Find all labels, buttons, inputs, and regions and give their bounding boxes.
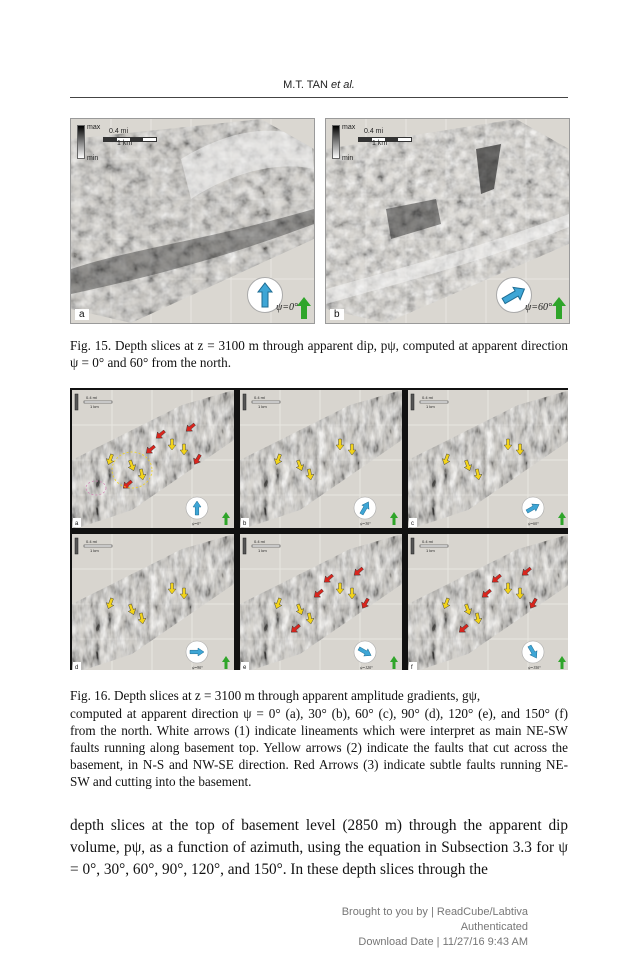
colorbar: [332, 125, 340, 159]
fig15-panel-a: [70, 118, 315, 324]
colorbar: [243, 538, 246, 554]
scale-mi-label: 0.4 mi: [86, 539, 97, 544]
scale-mi-label: 0.4 mi: [109, 128, 129, 135]
psi-label: ψ=0°: [276, 302, 298, 313]
fig16-caption: computed at apparent direction ψ = 0° (a), 30° (b), 60° (c), 90° (d), 120° (e), and 150° (f) from the north. White arrows (1) indicate lineaments which were interpret as main NE-SW faults running along basement top. Yellow arrows (2) indicate the faults that cut across the basement, in N-S and NW-SE direction. Red Arrows (3) indicate subtle faults running NE-SW and cutting into the basement.: [70, 706, 568, 789]
panel-letter: d: [75, 665, 79, 670]
psi-label: ψ=90°: [192, 665, 203, 670]
north-arrow-icon: [297, 297, 311, 319]
fig16-panel-d: [72, 534, 234, 670]
scale-km-label: 1 km: [426, 404, 435, 409]
colorbar-max-label: max: [87, 124, 101, 131]
scale-mi-label: 0.4 mi: [254, 539, 265, 544]
colorbar-min-label: min: [342, 155, 354, 162]
scale-ruler: [252, 401, 280, 403]
psi-label: ψ=30°: [360, 521, 371, 526]
colorbar: [77, 125, 85, 159]
scale-ruler: [420, 545, 448, 547]
psi-label: ψ=150°: [528, 665, 541, 670]
running-header: [0, 79, 638, 91]
fig16-panels-svg: [70, 388, 568, 670]
north-arrow-icon: [552, 297, 566, 319]
scale-mi-label: 0.4 mi: [254, 395, 265, 400]
download-footer: [342, 905, 528, 950]
scale-ruler: [84, 401, 112, 403]
scale-km-label: 1 km: [90, 548, 99, 553]
body-paragraph: depth slices at the top of basement level (2850 m) through the apparent dip volume, pψ, as a function of azimuth, using the equation in Subsection 3.3 for ψ = 0°, 30°, 60°, 90°, 120°, and 150°. In these depth slices through the: [70, 817, 568, 878]
footer-line-3: Download Date | 11/27/16 9:43 AM: [358, 936, 528, 948]
scale-mi-label: 0.4 mi: [422, 539, 433, 544]
colorbar: [411, 538, 414, 554]
fig16-panel-e: [240, 534, 402, 670]
fig16-panel-b: [240, 390, 402, 528]
psi-label: ψ=0°: [192, 521, 201, 526]
colorbar: [75, 394, 78, 410]
figure-16: [70, 388, 568, 670]
fig16-caption-line1: Fig. 16. Depth slices at z = 3100 m through apparent amplitude gradients, gψ,: [70, 688, 481, 703]
scale-km-label: 1 km: [258, 548, 267, 553]
panel-letter: b: [243, 521, 247, 527]
scale-km-label: 1 km: [117, 140, 133, 147]
footer-line-2: Authenticated: [460, 921, 528, 933]
panel-letter: c: [411, 521, 414, 527]
scale-km-label: 1 km: [258, 404, 267, 409]
colorbar: [411, 394, 414, 410]
scale-mi-label: 0.4 mi: [86, 395, 97, 400]
fig16-panel-f: [408, 534, 568, 670]
fig15-panel-b: [325, 118, 570, 324]
panel-letter: a: [75, 309, 89, 320]
colorbar: [75, 538, 78, 554]
colorbar: [243, 394, 246, 410]
fig15-caption: Fig. 15. Depth slices at z = 3100 m through apparent dip, pψ, computed at apparent direction ψ = 0° and 60° from the north.: [70, 338, 568, 370]
fig15-slice-image-b: [326, 119, 569, 323]
fig16-panel-c: [408, 390, 568, 528]
colorbar-min-label: min: [87, 155, 99, 162]
scale-ruler: [420, 401, 448, 403]
fig16-panel-a: [72, 390, 234, 528]
panel-letter: a: [75, 521, 79, 527]
psi-label: ψ=60°: [528, 521, 539, 526]
scale-ruler: [252, 545, 280, 547]
scale-km-label: 1 km: [372, 140, 388, 147]
scale-km-label: 1 km: [90, 404, 99, 409]
scale-ruler: [84, 545, 112, 547]
scale-mi-label: 0.4 mi: [364, 128, 384, 135]
scale-km-label: 1 km: [426, 548, 435, 553]
panel-letter: f: [411, 665, 413, 670]
header-authors: M.T. TAN: [283, 79, 328, 91]
scale-mi-label: 0.4 mi: [422, 395, 433, 400]
panel-letter: b: [330, 309, 344, 320]
colorbar-max-label: max: [342, 124, 356, 131]
header-etal: et al.: [331, 79, 355, 91]
header-rule: [70, 97, 568, 98]
psi-label: ψ=120°: [360, 665, 373, 670]
panel-letter: e: [243, 665, 247, 670]
psi-label: ψ=60°: [525, 302, 552, 313]
footer-line-1: Brought to you by | ReadCube/Labtiva: [341, 906, 528, 918]
